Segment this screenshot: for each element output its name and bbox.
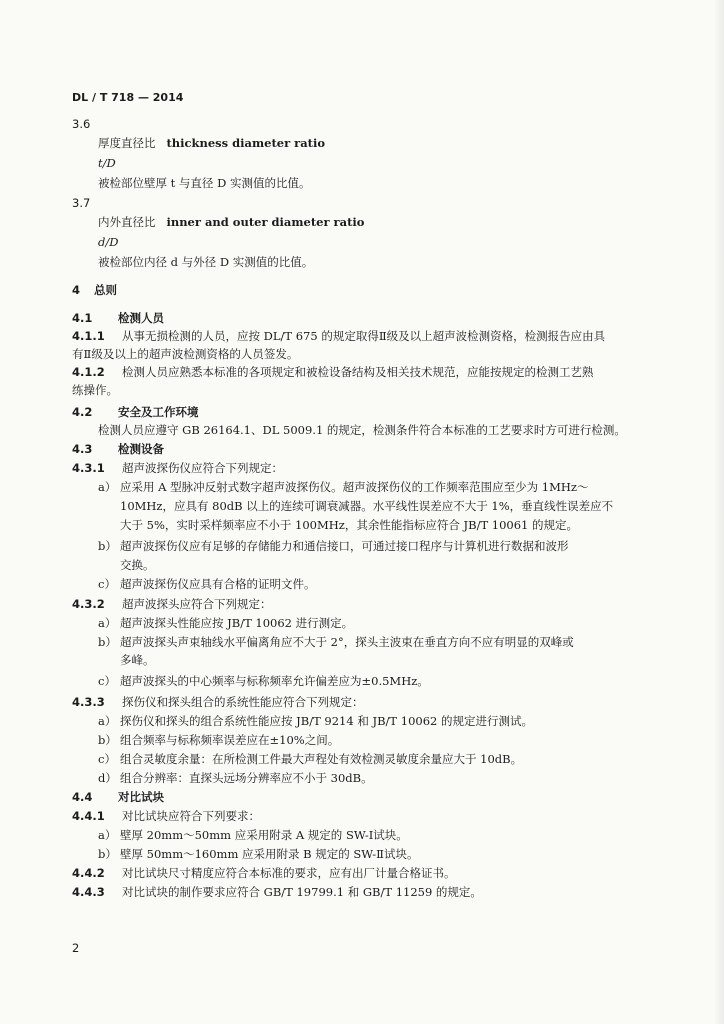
page-number: 2 — [72, 941, 80, 955]
para-4-1-2-line2: 练操作。 — [72, 383, 118, 397]
term-3-7-en: inner and outer diameter ratio — [166, 215, 365, 229]
para-4-2: 检测人员应遵守 GB 26164.1、DL 5009.1 的规定，检测条件符合本标准的工艺要求时方可进行检测。 — [98, 423, 626, 437]
item-4-3-1-a-line2: 10MHz，应具有 80dB 以上的连续可调衰减器。水平线性误差应不大于 1%，垂直线性误差应不 — [120, 499, 614, 513]
para-4-4-3: 4.4.3 对比试块的制作要求应符合 GB/T 19799.1 和 GB/T 11259 的规定。 — [72, 885, 482, 899]
section-4-2-heading: 4.2 安全及工作环境 — [72, 405, 199, 419]
item-4-4-1-b: b） 壁厚 50mm～160mm 应采用附录 B 规定的 SW-Ⅱ试块。 — [98, 847, 419, 861]
section-4-3-heading: 4.3 检测设备 — [72, 442, 164, 456]
item-4-3-1-b-line1: b） 超声波探伤仪应有足够的存储能力和通信接口，可通过接口程序与计算机进行数据和波形 — [98, 539, 569, 553]
item-4-3-3-c: c） 组合灵敏度余量：在所检测工件最大声程处有效检测灵敏度余量应大于 10dB。 — [98, 752, 523, 766]
section-4-4-heading: 4.4 对比试块 — [72, 790, 164, 804]
item-4-3-2-b-line1: b） 超声波探头声束轴线水平偏离角应不大于 2°，探头主波束在垂直方向不应有明显的双峰或 — [98, 635, 574, 649]
term-3-6 — [98, 135, 325, 151]
scan-edge-shadow — [714, 0, 724, 1024]
term-3-7 — [98, 214, 364, 230]
item-4-3-2-b-line2: 多峰。 — [120, 653, 155, 667]
para-4-4-2: 4.4.2 对比试块尺寸精度应符合本标准的要求，应有出厂计量合格证书。 — [72, 866, 456, 880]
item-4-3-1-c: c） 超声波探伤仪应具有合格的证明文件。 — [98, 577, 316, 591]
para-4-1-1-line2: 有Ⅱ级及以上的超声波检测资格的人员签发。 — [72, 347, 299, 361]
item-4-3-2-c: c） 超声波探头的中心频率与标称频率允许偏差应为±0.5MHz。 — [98, 674, 429, 688]
para-4-3-2: 4.3.2 超声波探头应符合下列规定： — [72, 597, 272, 611]
item-4-3-1-b-line2: 交换。 — [120, 558, 155, 572]
section-3-7-number: 3.7 — [72, 196, 91, 210]
para-4-3-3: 4.3.3 探伤仪和探头组合的系统性能应符合下列规定： — [72, 695, 364, 709]
term-3-6-en: thickness diameter ratio — [166, 136, 326, 150]
chapter-4-heading: 4 总则 — [72, 283, 117, 297]
section-4-1-heading: 4.1 检测人员 — [72, 311, 164, 325]
item-4-4-1-a: a） 壁厚 20mm～50mm 应采用附录 A 规定的 SW-Ⅰ试块。 — [98, 828, 408, 842]
para-4-3-1: 4.3.1 超声波探伤仪应符合下列规定： — [72, 461, 283, 475]
item-4-3-3-b: b） 组合频率与标称频率误差应在±10%之间。 — [98, 733, 340, 747]
item-4-3-3-d: d） 组合分辨率：直探头远场分辨率应不小于 30dB。 — [98, 771, 373, 785]
symbol-3-6: t/D — [98, 156, 116, 170]
section-3-6-number: 3.6 — [72, 117, 91, 131]
item-4-3-2-a: a） 超声波探头性能应按 JB/T 10062 进行测定。 — [98, 616, 354, 630]
para-4-1-2-line1: 4.1.2 检测人员应熟悉本标准的各项规定和被检设备结构及相关技术规范，应能按规定的检测工艺熟 — [72, 365, 594, 379]
term-3-6-zh: 厚度直径比 — [98, 136, 156, 150]
standard-header: DL / T 718 — 2014 — [72, 91, 184, 104]
definition-3-6: 被检部位壁厚 t 与直径 D 实测值的比值。 — [98, 176, 311, 190]
definition-3-7: 被检部位内径 d 与外径 D 实测值的比值。 — [98, 255, 314, 269]
item-4-3-1-a-line3: 大于 5%，实时采样频率应不小于 100MHz，其余性能指标应符合 JB/T 10061 的规定。 — [120, 518, 579, 532]
para-4-4-1: 4.4.1 对比试块应符合下列要求： — [72, 809, 260, 823]
para-4-1-1-line1: 4.1.1 从事无损检测的人员，应按 DL/T 675 的规定取得Ⅱ级及以上超声波检测资格，检测报告应由具 — [72, 329, 606, 343]
term-3-7-zh: 内外直径比 — [98, 215, 156, 229]
item-4-3-3-a: a） 探伤仪和探头的组合系统性能应按 JB/T 9214 和 JB/T 10062 的规定进行测试。 — [98, 714, 533, 728]
item-4-3-1-a-line1: a） 应采用 A 型脉冲反射式数字超声波探伤仪。超声波探伤仪的工作频率范围应至少为 1MHz～ — [98, 480, 589, 494]
symbol-3-7: d/D — [98, 235, 119, 249]
